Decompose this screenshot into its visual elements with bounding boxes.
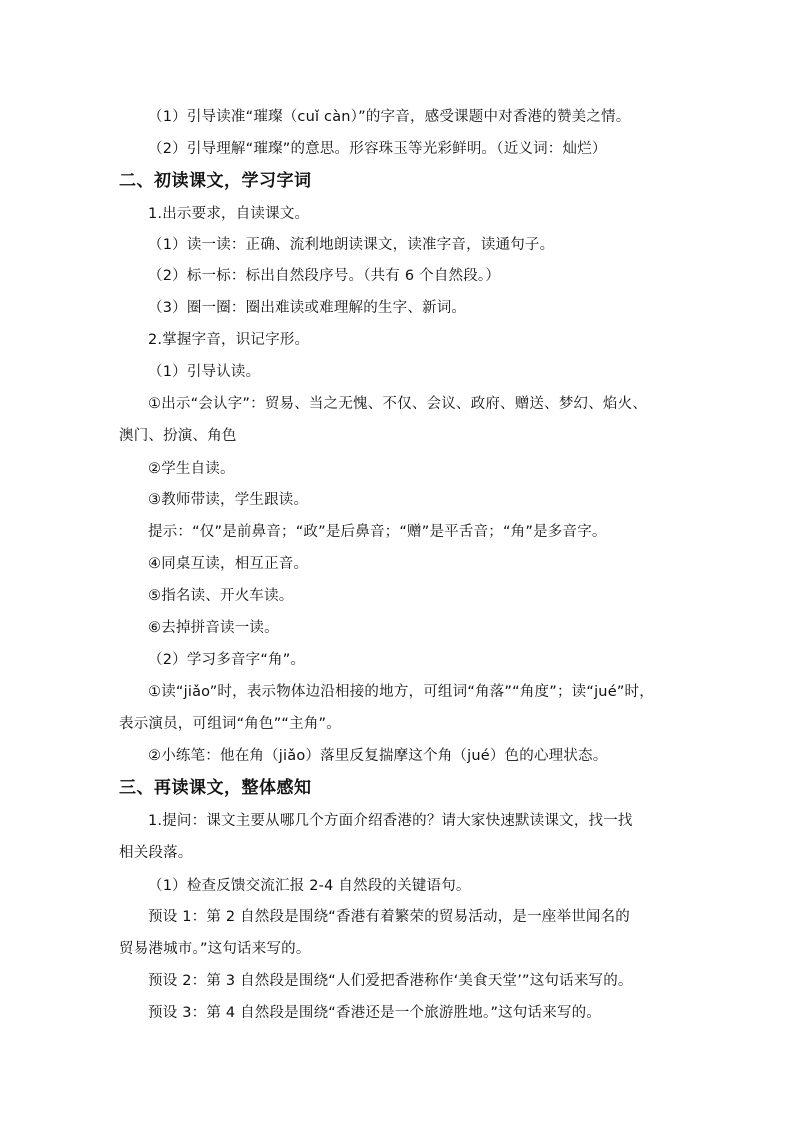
text-line: （1）读一读：正确、流利地朗读课文，读准字音，读通句子。 [148,237,555,253]
text-line: ①出示“会认字”：贸易、当之无愧、不仅、会议、政府、赠送、梦幻、焰火、 [148,396,648,412]
text-line: （1）检查反馈交流汇报 2-4 自然段的关键语句。 [148,878,471,894]
text-line: （2）学习多音字“角”。 [148,652,306,668]
text-line: （1）引导读准“璀璨（cuǐ càn）”的字音，感受课题中对香港的赞美之情。 [148,109,631,125]
text-line: （3）圈一圈：圈出难读或难理解的生字、新词。 [148,300,467,316]
text-line: ③教师带读，学生跟读。 [148,492,309,508]
text-line: ②小练笔：他在角（jiǎo）落里反复揣摩这个角（jué）色的心理状态。 [148,748,608,764]
text-line: 预设 2：第 3 自然段是围绕“人们爱把香港称作‘美食天堂’”这句话来写的。 [148,973,633,989]
text-line: 提示：“仅”是前鼻音；“政”是后鼻音；“赠”是平舌音；“角”是多音字。 [148,524,607,540]
text-line: ①读“jiǎo”时，表示物体边沿相接的地方，可组词“角落”“角度”；读“jué”时， [148,684,654,700]
text-line: ⑥去掉拼音读一读。 [148,620,279,636]
text-line: （1）引导认读。 [148,364,261,380]
text-line: 预设 3：第 4 自然段是围绕“香港还是一个旅游胜地。”这句话来写的。 [148,1005,602,1021]
text-line: 澳门、扮演、角色 [119,428,237,444]
text-line: ②学生自读。 [148,461,235,477]
text-line: （2）引导理解“璀璨”的意思。形容珠玉等光彩鲜明。（近义词：灿烂） [148,141,607,157]
text-line: 1.提问：课文主要从哪几个方面介绍香港的？请大家快速默读课文，找一找 [148,813,633,829]
text-line: 2.掌握字音，识记字形。 [148,332,310,348]
text-line: 预设 1：第 2 自然段是围绕“香港有着繁荣的贸易活动，是一座举世闻名的 [148,909,630,925]
text-line: 表示演员，可组词“角色”“主角”。 [119,716,341,732]
section-heading: 二、初读课文，学习字词 [119,171,312,191]
section-heading: 三、再读课文，整体感知 [119,778,312,798]
text-line: 相关段落。 [119,845,193,861]
text-line: ④同桌互读，相互正音。 [148,556,309,572]
text-line: 1.出示要求，自读课文。 [148,206,310,222]
text-line: 贸易港城市。”这句话来写的。 [119,941,311,957]
text-line: （2）标一标：标出自然段序号。（共有 6 个自然段。） [148,268,501,284]
text-line: ⑤指名读、开火车读。 [148,588,294,604]
